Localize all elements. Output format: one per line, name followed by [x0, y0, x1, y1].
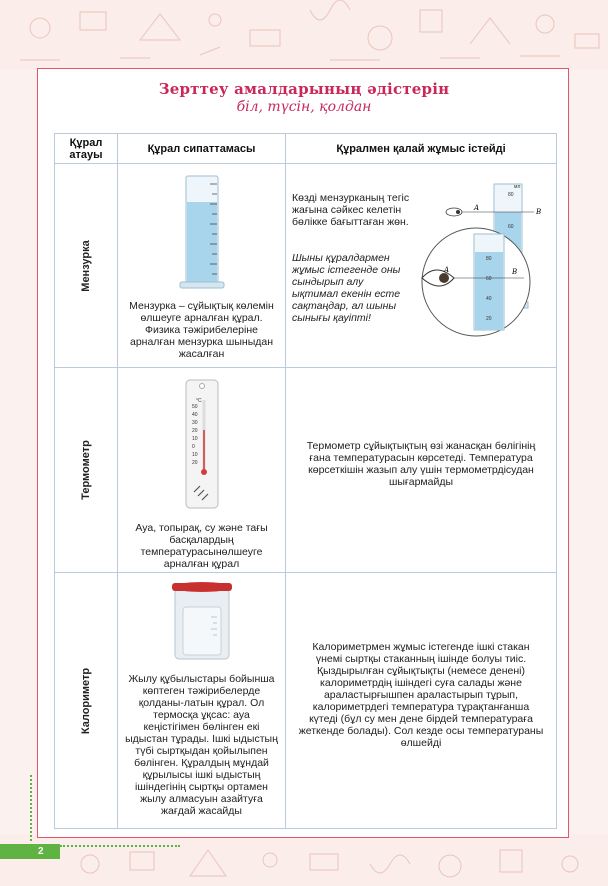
tool-name-menzurka: Мензурка [80, 239, 92, 292]
tool-description-cell [118, 368, 286, 573]
graduated-cylinder-image [172, 172, 232, 292]
page-number: 2 [0, 844, 60, 859]
table-row-thermometer [55, 368, 557, 573]
tool-description-menzurka: Мензурка – сұйықтық көлемін өлшеуге арналған құрал. Физика тәжірибелеріне арналған мензурка шыныдан жасалған [129, 300, 274, 360]
usage-warning-menzurka: Шыны құралдармен жұмыс істегенде оны сындырып алу ықтимал екенін есте сақтаңдар, ал шыны сынығы қауіпті! [292, 252, 401, 324]
thermometer-image [182, 376, 222, 512]
usage-text-menzurka: Көзді мензурканың тегіс жағына сәйкес келетін бөлікке бағыттаған жөн. [292, 192, 410, 228]
tool-name-cell [55, 573, 118, 829]
small-tick-60: 60 [486, 276, 492, 282]
thermo-tick-0: 0 [191, 444, 195, 450]
tool-description-thermometer: Ауа, топырақ, су және тағы басқалардың температурасынөлшеуге арналған құрал [135, 522, 268, 570]
tool-description-cell [118, 164, 286, 368]
tool-name-cell [55, 368, 118, 573]
small-tick-20: 20 [486, 316, 492, 322]
ml-label: мл [514, 184, 521, 190]
label-a-top: A [474, 204, 480, 212]
page-title: Зерттеу амалдарының әдістерін [158, 80, 450, 98]
tool-usage-cell [286, 573, 557, 829]
decorative-footer-band [0, 834, 608, 886]
thermo-tick-minus10: 10 [191, 452, 198, 458]
label-b-zoom: B [512, 268, 518, 276]
tool-name-thermometer: Термометр [80, 440, 92, 500]
usage-text-calorimeter: Калориметрмен жұмыс істегенде ішкі стакан үнемі сыртқы стаканның ішінде болуы тиіс. Қыздырылған сұйықтықты (немесе денені) калориметрдің ішіндегі суға салады және араластырғышпен араластырып тұрып, калориметрдегі температура тұрақтанғанша күтеді (бұл су мен дене бірдей температураға жеткенде болады). Сол кезде осы температураны өлшейді [298, 641, 544, 749]
tool-usage-cell [286, 164, 557, 368]
header-tool-name: Құрал атауы [55, 134, 118, 164]
table-header-row [55, 134, 557, 164]
decorative-dots-horizontal [60, 845, 180, 847]
tool-usage-cell [286, 368, 557, 573]
tools-table [54, 133, 557, 829]
tool-name-calorimeter: Калориметр [80, 667, 92, 734]
thermo-tick-20: 20 [191, 428, 198, 434]
thermo-unit: °C [195, 398, 202, 404]
small-tick-80: 80 [486, 256, 492, 262]
reading-menisc-diagram [404, 178, 554, 348]
decorative-doodles-footer [0, 834, 608, 886]
thermo-tick-40: 40 [191, 412, 198, 418]
tool-name-cell [55, 164, 118, 368]
thermo-tick-minus20: 20 [191, 460, 198, 466]
tool-description-cell [118, 573, 286, 829]
decorative-dots-vertical [30, 775, 32, 841]
thermo-tick-10: 10 [191, 436, 198, 442]
big-tick-60: 60 [508, 224, 514, 230]
label-a-zoom: A [444, 266, 450, 274]
header-tool-usage: Құралмен қалай жұмыс істейді [286, 134, 557, 164]
decorative-doodles [0, 0, 608, 70]
usage-text-thermometer: Термометр сұйықтықтың өзі жанасқан бөлігінің ғана температурасын көрсетеді. Температура көрсеткішін жазып алу үшін термометрдісудан шығармайды [306, 440, 536, 488]
tool-description-calorimeter: Жылу құбылыстары бойынша көптеген тәжірибелерде қолданы-латын құрал. Ол термосқа ұқсас: ауа кеңістігімен бөлінген екі ыдыстан тұрады. Ішкі ыдыстың түбі сыртқыдан қойылыпен бөлінген. Құралдың мұндай құрылысы ішкі ыдыстың ішіндегінің сыртқы ортамен жылу алмасуын азайтуға жағдай жасайды [125, 673, 278, 817]
table-row-menzurka [55, 164, 557, 368]
page-subtitle: біл, түсін, қолдан [236, 99, 372, 115]
thermo-tick-30: 30 [191, 420, 198, 426]
label-b-top: B [536, 208, 542, 216]
content-frame [37, 68, 569, 838]
decorative-header-band [0, 0, 608, 70]
big-tick-80: 80 [508, 192, 514, 198]
calorimeter-image [169, 577, 235, 663]
header-tool-description: Құрал сипаттамасы [118, 134, 286, 164]
small-tick-40: 40 [486, 296, 492, 302]
thermo-tick-50: 50 [191, 404, 198, 410]
table-row-calorimeter [55, 573, 557, 829]
